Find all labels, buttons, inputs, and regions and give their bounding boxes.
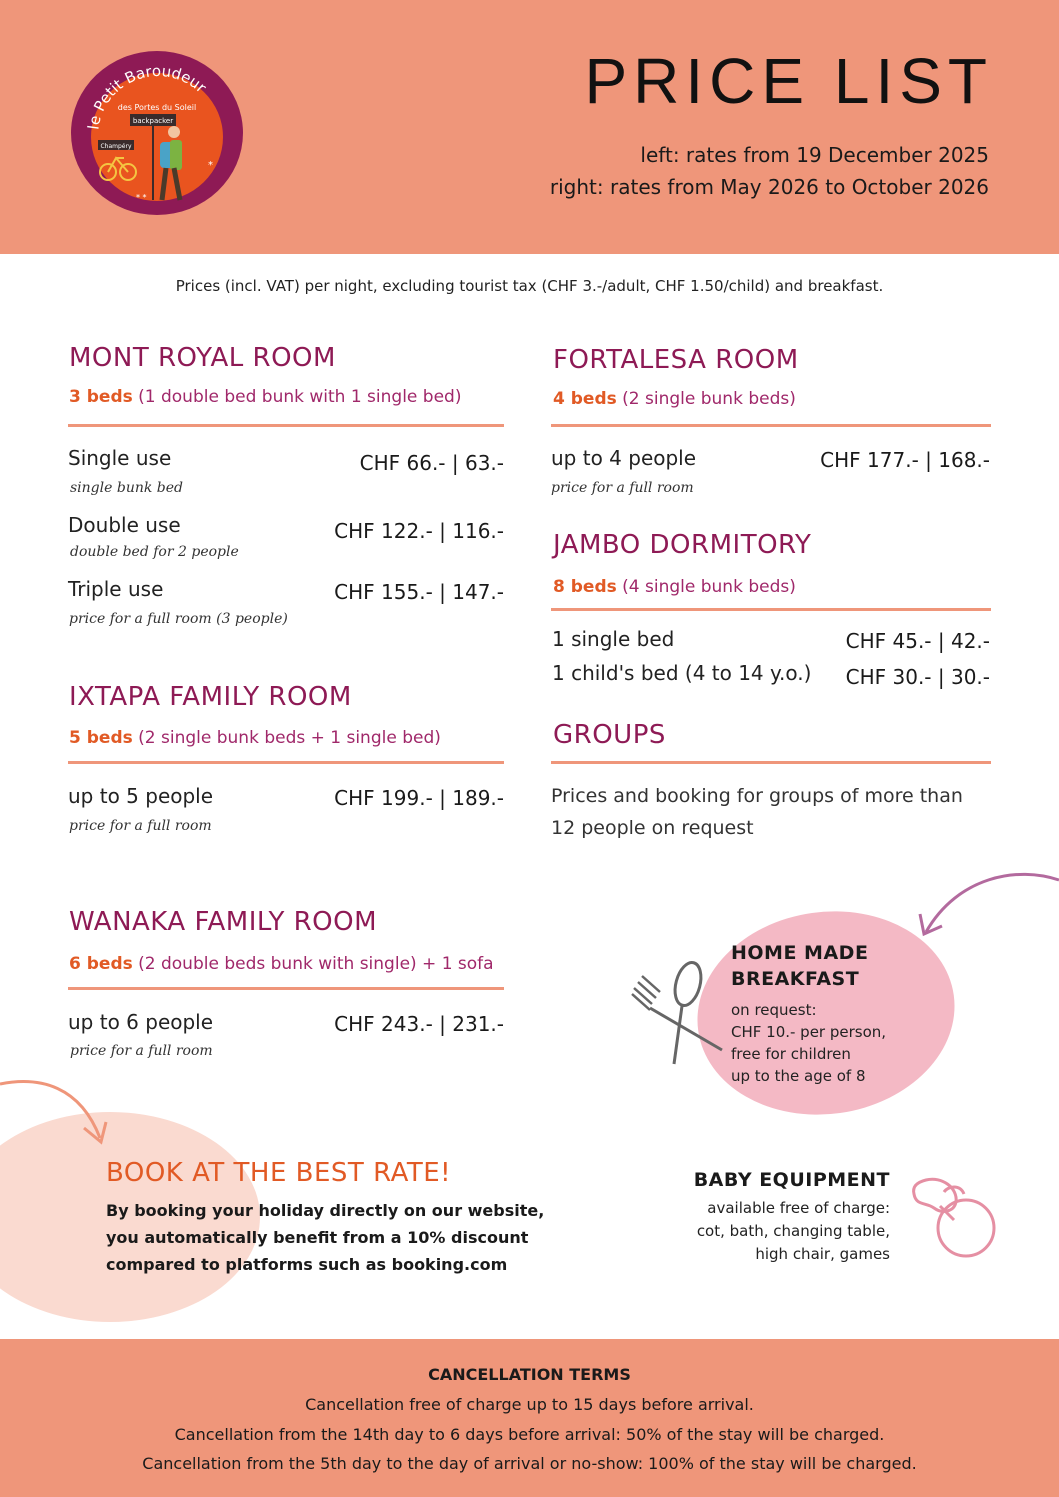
ixtapa-beds-desc: (2 single bunk beds + 1 single bed) [138, 728, 441, 748]
jambo-beds-desc: (4 single bunk beds) [622, 577, 796, 597]
wanaka-beds [69, 954, 494, 974]
divider [68, 424, 504, 427]
groups-text-line1: Prices and booking for groups of more than [551, 785, 963, 807]
footer-band [0, 1339, 1059, 1497]
mont-royal-row-price: CHF 66.- | 63.- [359, 451, 504, 475]
divider [551, 608, 991, 611]
divider [68, 987, 504, 990]
breakfast-line: up to the age of 8 [731, 1067, 866, 1085]
fortalesa-beds-count: 4 beds [553, 389, 617, 409]
svg-text:* *: * * [136, 193, 147, 202]
mont-royal-row-label: Double use [68, 513, 181, 537]
ixtapa-label: up to 5 people [68, 784, 214, 808]
fortalesa-label: up to 4 people [551, 446, 697, 470]
wanaka-beds-desc: (2 double beds bunk with single) + 1 sofa [138, 954, 494, 974]
cancellation-line: Cancellation from the 14th day to 6 days before arrival: 50% of the stay will be charged. [174, 1425, 885, 1444]
ixtapa-beds [69, 728, 441, 748]
wanaka-label: up to 6 people [68, 1010, 214, 1034]
cancellation-line: Cancellation free of charge up to 15 days before arrival. [305, 1395, 754, 1414]
mont-royal-row-note: double bed for 2 people [70, 544, 239, 560]
baby-line: cot, bath, changing table, [696, 1222, 890, 1240]
wanaka-note: price for a full room [70, 1043, 213, 1059]
mont-royal-row-price: CHF 122.- | 116.- [334, 519, 504, 543]
pacifier-icon [906, 1172, 996, 1260]
jambo-title: JAMBO DORMITORY [553, 530, 812, 560]
breakfast-text [731, 999, 886, 1087]
baby-line: available free of charge: [707, 1199, 890, 1217]
divider [551, 761, 991, 764]
fortalesa-title: FORTALESA ROOM [553, 345, 799, 375]
breakfast-title-line2: BREAKFAST [731, 968, 860, 990]
jambo-beds [553, 577, 796, 597]
intro-text: Prices (incl. VAT) per night, excluding tourist tax (CHF 3.-/adult, CHF 1.50/child) and breakfast. [175, 277, 884, 295]
jambo-row-price: CHF 30.- | 30.- [845, 665, 990, 689]
mont-royal-row-label: Triple use [68, 577, 164, 601]
logo-sign-top: backpacker [132, 117, 174, 125]
ixtapa-title: IXTAPA FAMILY ROOM [69, 682, 352, 712]
logo-sub-text: des Portes du Soleil [117, 103, 197, 112]
fortalesa-beds-desc: (2 single bunk beds) [622, 389, 796, 409]
page-title: PRICE LIST [584, 45, 993, 117]
baby-line: high chair, games [755, 1245, 890, 1263]
mont-royal-row-price: CHF 155.- | 147.- [334, 580, 504, 604]
wanaka-price: CHF 243.- | 231.- [334, 1012, 504, 1036]
baby-title: BABY EQUIPMENT [693, 1169, 890, 1191]
logo-badge [70, 50, 244, 216]
mont-royal-beds [69, 387, 461, 407]
ixtapa-beds-count: 5 beds [69, 728, 133, 748]
book-line: compared to platforms such as booking.com [106, 1255, 508, 1274]
mont-royal-row-note: single bunk bed [70, 480, 183, 496]
jambo-row-label: 1 single bed [552, 627, 675, 651]
breakfast-title-line1: HOME MADE [731, 942, 869, 964]
fortalesa-price: CHF 177.- | 168.- [820, 448, 990, 472]
fork-spoon-icon [630, 960, 725, 1070]
rates-left-caption: left: rates from 19 December 2025 [640, 143, 989, 167]
logo-sign-left: Champéry [100, 143, 132, 150]
mont-royal-title: MONT ROYAL ROOM [69, 343, 336, 373]
baby-text [697, 1197, 890, 1266]
groups-text-line2: 12 people on request [551, 817, 754, 839]
ixtapa-note: price for a full room [69, 818, 212, 834]
logo-arc-text: le Petit Baroudeur [84, 61, 210, 131]
mont-royal-row-note: price for a full room (3 people) [69, 611, 288, 627]
fortalesa-beds [553, 389, 796, 409]
ixtapa-price: CHF 199.- | 189.- [334, 786, 504, 810]
jambo-beds-count: 8 beds [553, 577, 617, 597]
breakfast-line: free for children [731, 1045, 851, 1063]
book-line: By booking your holiday directly on our website, [106, 1201, 545, 1220]
curved-arrow-icon [0, 1076, 110, 1148]
book-text [106, 1197, 544, 1278]
jambo-row-label: 1 child's bed (4 to 14 y.o.) [552, 661, 812, 685]
cancellation-title: CANCELLATION TERMS [428, 1365, 631, 1384]
book-line: you automatically benefit from a 10% discount [106, 1228, 529, 1247]
jambo-row-price: CHF 45.- | 42.- [845, 629, 990, 653]
mont-royal-row-label: Single use [68, 446, 172, 470]
breakfast-line: on request: [731, 1001, 817, 1019]
fortalesa-note: price for a full room [551, 480, 694, 496]
mont-royal-beds-count: 3 beds [69, 387, 133, 407]
breakfast-line: CHF 10.- per person, [731, 1023, 887, 1041]
mont-royal-beds-desc: (1 double bed bunk with 1 single bed) [138, 387, 462, 407]
wanaka-title: WANAKA FAMILY ROOM [69, 907, 378, 937]
cancellation-line: Cancellation from the 5th day to the day of arrival or no-show: 100% of the stay will be charged. [142, 1454, 917, 1473]
curved-arrow-icon [918, 872, 1059, 940]
divider [551, 424, 991, 427]
divider [68, 761, 504, 764]
wanaka-beds-count: 6 beds [69, 954, 133, 974]
book-title: BOOK AT THE BEST RATE! [106, 1158, 452, 1188]
groups-title: GROUPS [553, 720, 666, 750]
rates-right-caption: right: rates from May 2026 to October 2026 [549, 175, 989, 199]
breakfast-title [731, 940, 868, 992]
svg-text:*: * [208, 160, 213, 171]
